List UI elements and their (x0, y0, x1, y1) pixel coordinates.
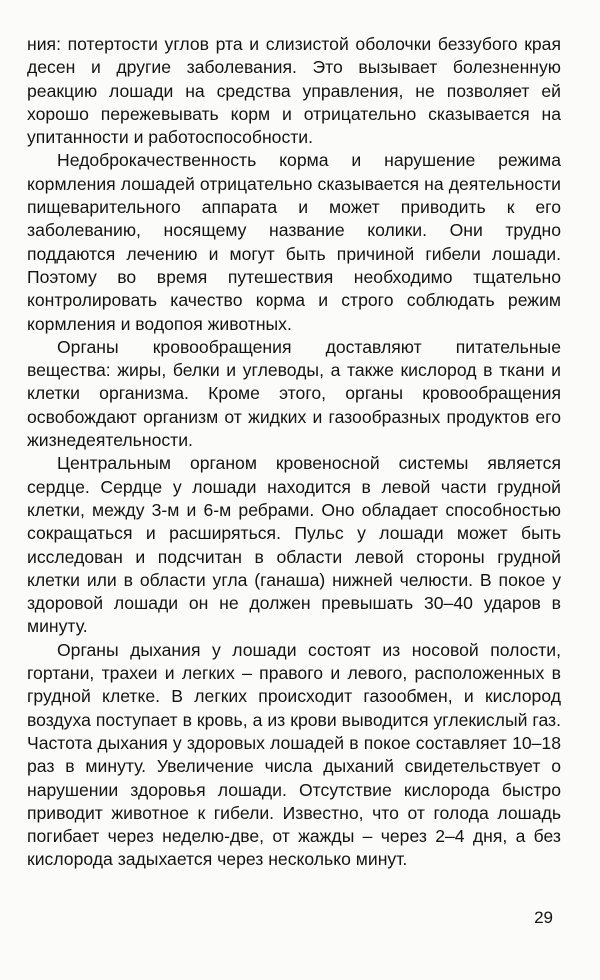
paragraph-heart-pulse: Центральным органом кровеносной системы является сердце. Сердце у лошади находится в левой части грудной клетки, между 3-м и 6-м ребрами. Оно обладает способностью сокращаться и расширяться. Пульс у лошади может быть исследован и подсчитан в области левой стороны грудной клетки или в области угла (ганаша) нижней челюсти. В покое у здоровой лошади он не должен превышать 30–40 ударов в минуту. (27, 453, 561, 637)
paragraph-feed-quality: Недоброкачественность корма и нарушение режима кормления лошадей отрицательно сказывается на деятельности пищеварительного аппарата и может приводить к его заболеванию, носящему название колики. Они трудно поддаются лечению и могут быть причиной гибели лошади. Поэтому во время путешествия необходимо тщательно контролировать качество корма и строго соблюдать режим кормления и водопоя животных. (27, 150, 561, 334)
paragraph-circulation-organs: Органы кровообращения доставляют питательные вещества: жиры, белки и углеводы, а также кислород в ткани и клетки организма. Кроме этого, органы кровообращения освобождают организм от жидких и газообразных продуктов его жизнедеятельности. (27, 336, 561, 451)
page-number: 29 (534, 908, 553, 927)
body-text (27, 33, 561, 872)
paragraph-respiratory-organs: Органы дыхания у лошади состоят из носовой полости, гортани, трахеи и легких – правого и левого, расположенных в грудной клетке. В легких происходит газообмен, и кислород воздуха поступает в кровь, а из крови выводится углекислый газ. Частота дыхания у здоровых лошадей в покое составляет 10–18 раз в минуту. Увеличение числа дыханий свидетельствует о нарушении здоровья лошади. Отсутствие кислорода быстро приводит животное к гибели. Известно, что от голода лошадь погибает через неделю-две, от жажды – через 2–4 дня, а без кислорода задыхается через несколько минут. (27, 639, 561, 870)
paragraph-continuation: ния: потертости углов рта и слизистой оболочки беззубого края десен и другие заболевания. Это вызывает болезненную реакцию лошади на средства управления, не позволяет ей хорошо пережевывать корм и отрицательно сказывается на упитанности и работоспособности. (27, 34, 561, 148)
